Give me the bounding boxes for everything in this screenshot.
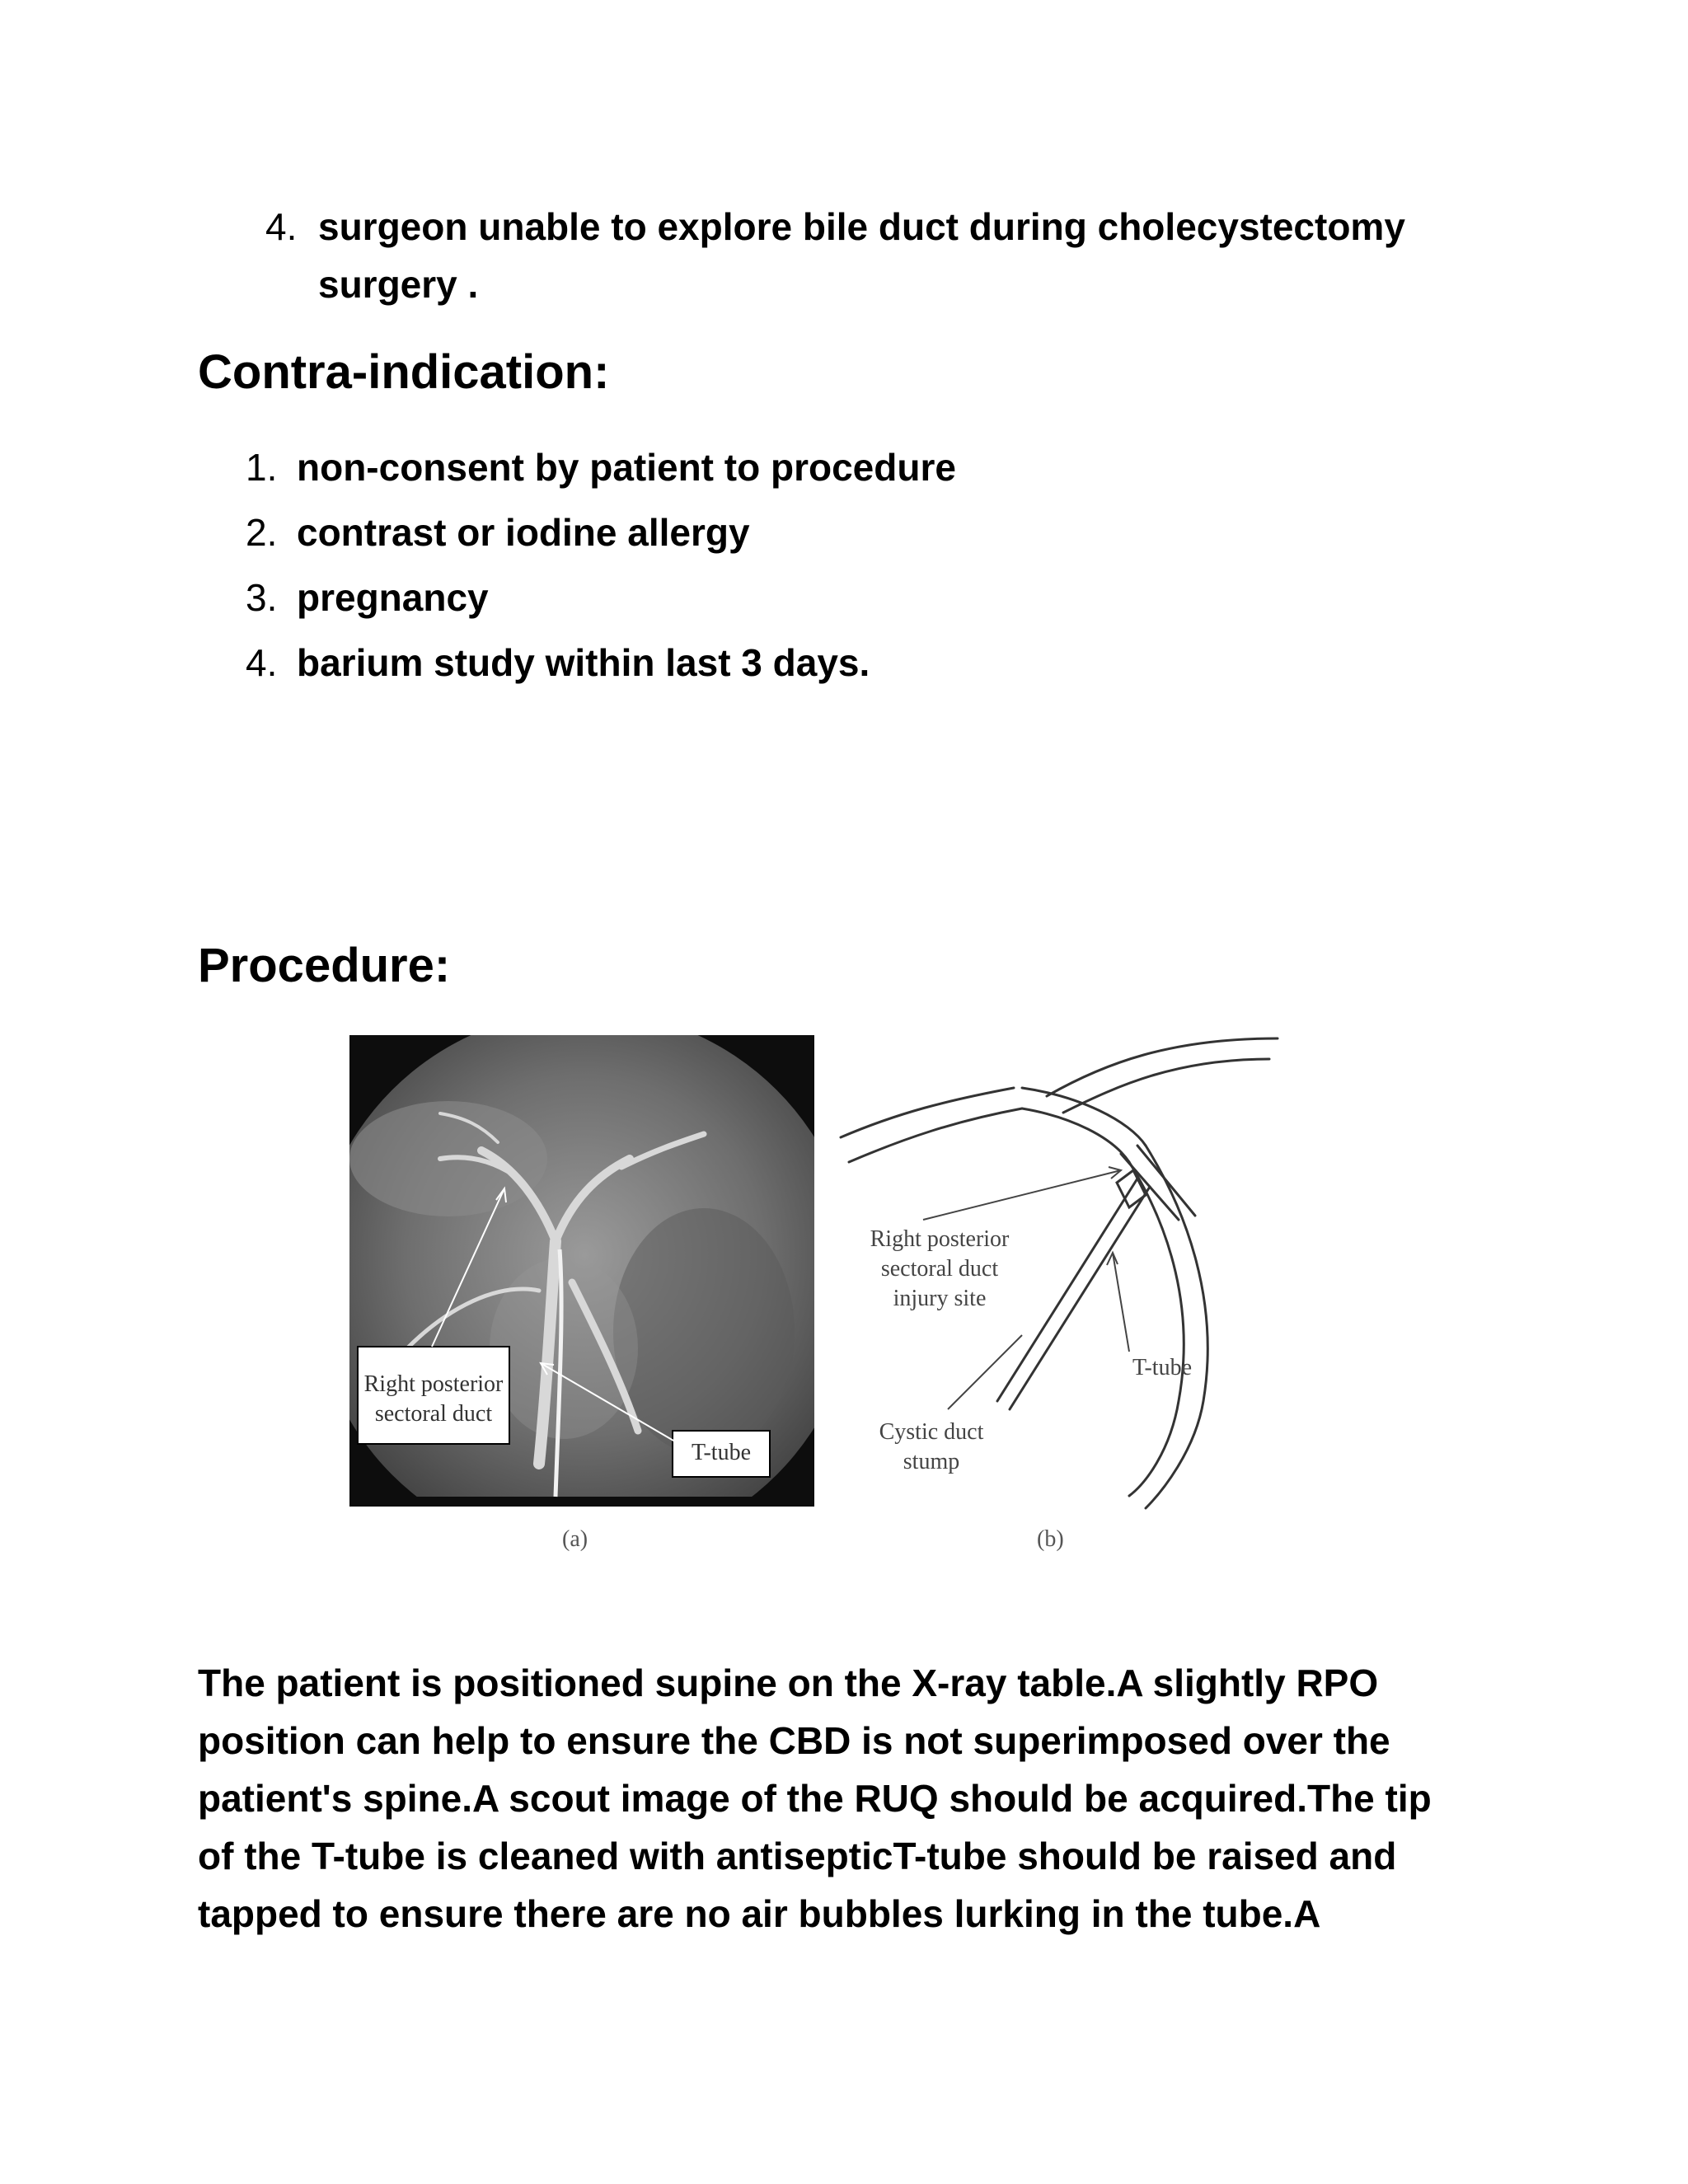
list-item-text: non-consent by patient to procedure (297, 446, 956, 489)
list-item-text: pregnancy (297, 576, 489, 619)
label-line: Right posterior (870, 1226, 1010, 1252)
list-number: 1. (246, 446, 278, 489)
list-item-text-line1: surgeon unable to explore bile duct during cholecystectomy (318, 205, 1405, 248)
contra-indication-heading: Contra-indication: (198, 345, 610, 399)
figure-a (349, 1035, 814, 1507)
fluoroscopy-image (349, 1035, 814, 1507)
label-t-tube: T-tube (691, 1440, 752, 1465)
list-item-text: contrast or iodine allergy (297, 511, 750, 554)
label-line: sectoral duct (880, 1256, 999, 1282)
paragraph-line: patient's spine.A scout image of the RUQ should be acquired.The tip (198, 1777, 1432, 1820)
label-line: sectoral duct (374, 1401, 493, 1427)
list-item-text: barium study within last 3 days. (297, 641, 870, 684)
label-line: injury site (893, 1286, 987, 1311)
list-number: 4. (246, 641, 278, 684)
label-t-tube: T-tube (1132, 1355, 1193, 1380)
figure-b (832, 1022, 1294, 1516)
paragraph-line: position can help to ensure the CBD is not superimposed over the (198, 1719, 1390, 1762)
label-cystic-duct-stump (857, 1418, 1006, 1477)
list-item-text-line2: surgery . (318, 263, 479, 306)
list-number: 3. (246, 576, 278, 619)
paragraph-line: tapped to ensure there are no air bubbles lurking in the tube.A (198, 1892, 1321, 1935)
procedure-heading: Procedure: (198, 939, 451, 992)
figure-a-caption: (a) (562, 1526, 588, 1552)
label-line: Right posterior (363, 1371, 504, 1397)
label-line: stump (903, 1449, 960, 1474)
paragraph-line: of the T-tube is cleaned with antisepticT-tube should be raised and (198, 1835, 1397, 1877)
label-line: Cystic duct (879, 1419, 984, 1445)
list-number: 2. (246, 511, 278, 554)
paragraph-line: The patient is positioned supine on the X-ray table.A slightly RPO (198, 1661, 1379, 1704)
figure-b-caption: (b) (1037, 1526, 1064, 1552)
label-right-posterior-sectoral-duct (358, 1370, 509, 1429)
list-number: 4. (265, 205, 298, 248)
label-injury-site (857, 1225, 1022, 1314)
